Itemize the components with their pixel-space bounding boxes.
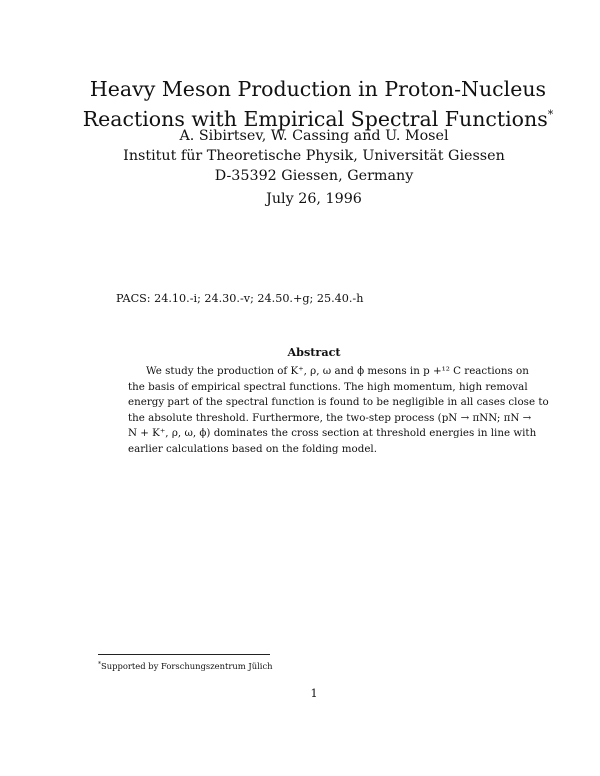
author-names: A. Sibirtsev, W. Cassing and U. Mosel (179, 128, 449, 144)
footnote (98, 659, 273, 672)
title-footnote-mark: * (547, 107, 554, 121)
footnote-text: Supported by Forschungszentrum Jülich (101, 661, 273, 671)
page-number: 1 (310, 687, 318, 700)
title-line-1: Heavy Meson Production in Proton-Nucleus (89, 76, 547, 101)
author-institute: Institut für Theoretische Physik, Universität Giessen (123, 148, 505, 164)
author-block (0, 126, 600, 186)
pacs-codes: PACS: 24.10.-i; 24.30.-v; 24.50.+g; 25.40.-h (116, 292, 364, 305)
abstract-line: energy part of the spectral function is found to be negligible in all cases close to (128, 396, 549, 409)
footnote-mark: * (98, 661, 101, 668)
abstract-line: the basis of empirical spectral functions. The high momentum, high removal (128, 380, 528, 393)
abstract-heading: Abstract (287, 345, 341, 359)
abstract-line: We study the production of K⁺, ρ, ω and ϕ mesons in p +¹² C reactions on (146, 365, 529, 377)
publication-date: July 26, 1996 (266, 191, 362, 207)
author-address: D-35392 Giessen, Germany (214, 168, 414, 184)
title-line-2: Reactions with Empirical Spectral Functions (82, 106, 548, 131)
footnote-divider (98, 654, 270, 655)
abstract-line: earlier calculations based on the folding model. (128, 442, 377, 455)
abstract-body (128, 364, 549, 458)
paper-title (0, 76, 600, 132)
abstract-line: the absolute threshold. Furthermore, the two-step process (pN → πNN; πN → (128, 411, 532, 424)
abstract-line: N + K⁺, ρ, ω, ϕ) dominates the cross section at threshold energies in line with (128, 427, 537, 440)
